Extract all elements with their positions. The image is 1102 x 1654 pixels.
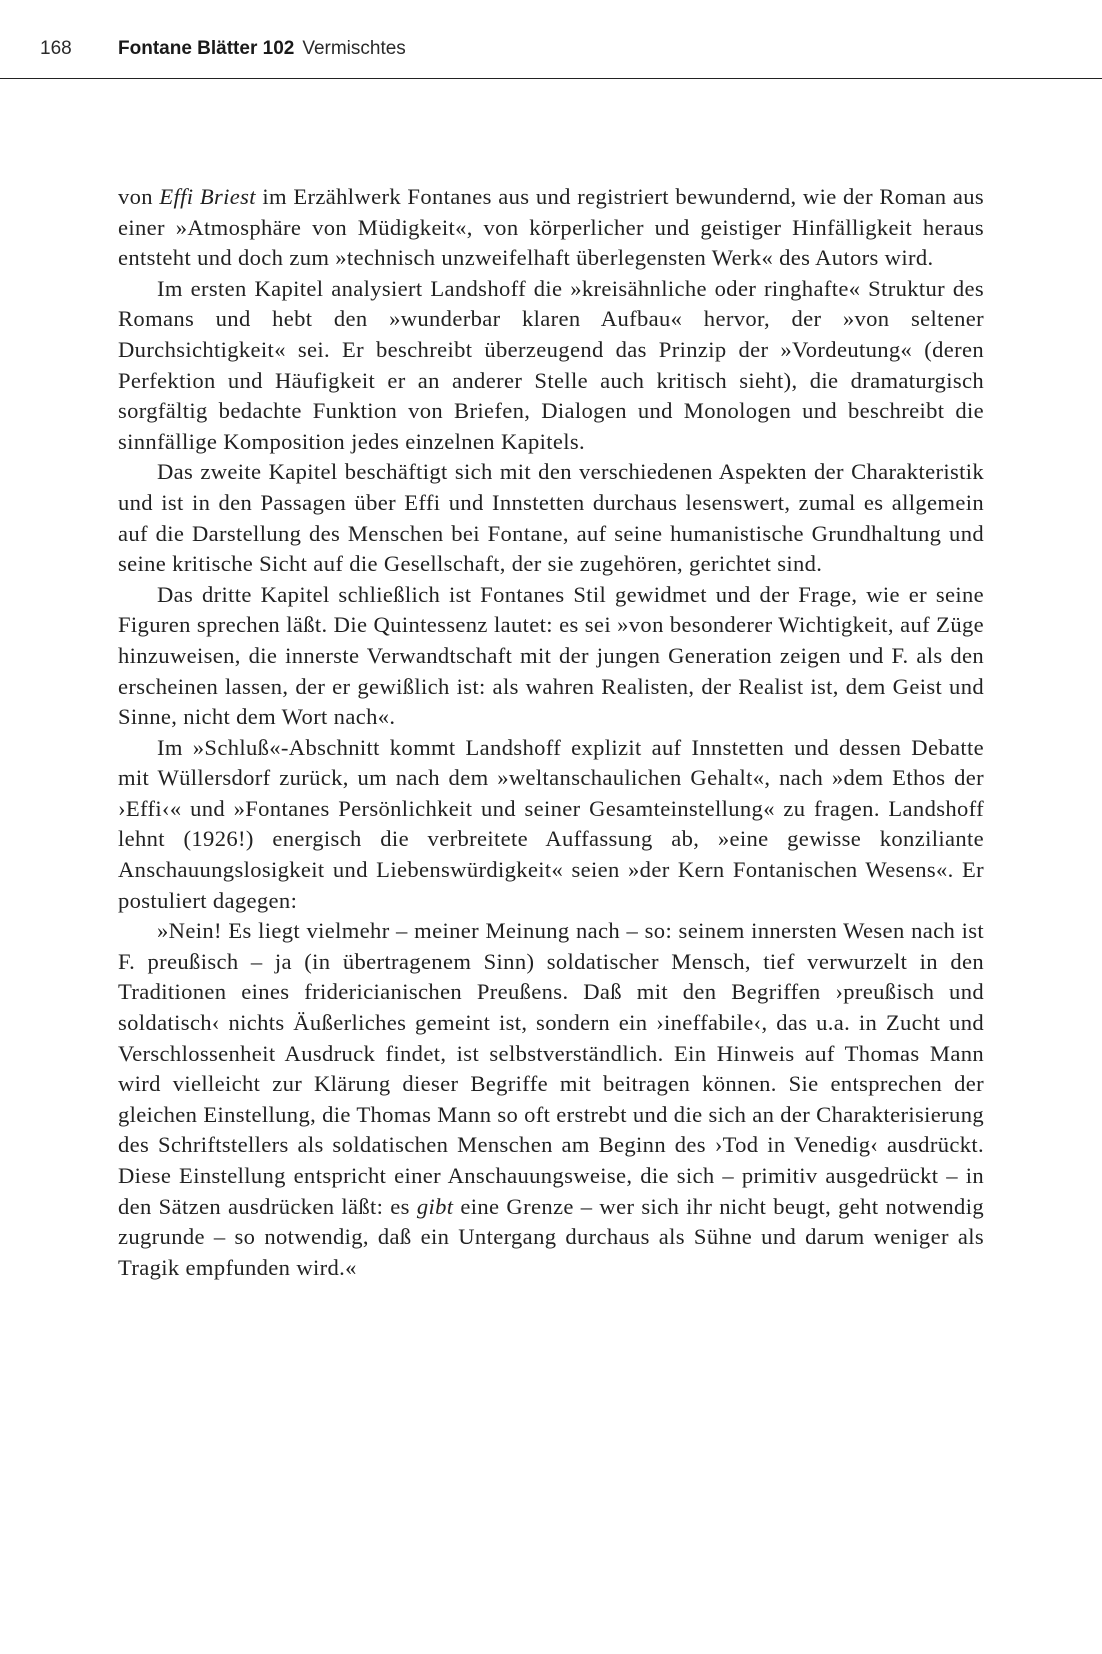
body-text bbox=[118, 182, 984, 1283]
journal-title: Fontane Blätter 102 bbox=[118, 38, 295, 59]
text-run: Im »Schluß«-Abschnitt kommt Landshoff explizit auf Innstetten und dessen Debatte mit Wüllersdorf zurück, um nach dem »weltanschaulichen Gehalt«, nach »dem Ethos der ›Effi‹« und »Fontanes Persönlichkeit und seiner Gesamteinstellung« zu fragen. Landshoff lehnt (1926!) energisch die verbreitete Auffassung ab, »eine gewisse konziliante Anschauungslosigkeit und Liebenswürdigkeit« seien »der Kern Fontanischen Wesens«. Er postuliert dagegen: bbox=[118, 734, 984, 913]
text-run: Das zweite Kapitel beschäftigt sich mit den verschiedenen Aspekten der Charakteristik und ist in den Passagen über Effi und Innstetten durchaus lesenswert, zumal es allgemein auf die Darstellung des Menschen bei Fontane, auf seine humanistische Grundhaltung und seine kritische Sicht auf die Gesellschaft, der sie zugehören, gerichtet sind. bbox=[118, 459, 984, 577]
paragraph bbox=[118, 274, 984, 458]
header-rule bbox=[0, 78, 1102, 79]
paragraph bbox=[118, 580, 984, 733]
page-number: 168 bbox=[40, 38, 72, 59]
paragraph bbox=[118, 182, 984, 274]
text-run: Im ersten Kapitel analysiert Landshoff die »kreisähnliche oder ringhafte« Struktur des Romans und hebt den »wunderbar klaren Aufbau« hervor, der »von seltener Durchsichtigkeit« sei. Er beschreibt überzeugend das Prinzip der »Vordeutung« (deren Perfektion und Häufigkeit er an anderer Stelle auch kritisch sieht), die dramaturgisch sorgfältig bedachte Funktion von Briefen, Dialogen und Monologen und beschreibt die sinnfällige Komposition jedes einzelnen Kapitels. bbox=[118, 275, 984, 454]
text-run: von bbox=[118, 184, 160, 209]
text-run: »Nein! Es liegt vielmehr – meiner Meinung nach – so: seinem innersten Wesen nach ist F. preußisch – ja (in übertragenem Sinn) soldatischer Mensch, tief verwurzelt in den Traditionen eines fridericianischen Preußens. Daß mit den Begriffen ›preußisch und soldatisch‹ nichts Äußerliches gemeint ist, sondern ein ›ineffabile‹, das u.a. in Zucht und Verschlossenheit Ausdruck findet, ist selbstverständlich. Ein Hinweis auf Thomas Mann wird vielleicht zur Klärung dieser Begriffe mit beitragen können. Sie entsprechen der gleichen Einstellung, die Thomas Mann so oft erstrebt und die sich an der Charakterisierung des Schriftstellers als soldatischen Menschen am Beginn des ›Tod in Venedig‹ ausdrückt. Diese Einstellung entspricht einer Anschauungsweise, die sich – primitiv ausgedrückt – in den Sätzen ausdrücken läßt: es bbox=[118, 918, 984, 1219]
paragraph bbox=[118, 916, 984, 1283]
running-head bbox=[40, 36, 406, 62]
text-run: Das dritte Kapitel schließlich ist Fontanes Stil gewidmet und der Frage, wie er seine Figuren sprechen läßt. Die Quintessenz lautet: es sei »von besonderer Wichtigkeit, auf Züge hinzuweisen, die innerste Verwandtschaft mit der jungen Generation zeigen und F. als den erscheinen lassen, der er gewißlich ist: als wahren Realisten, der Realist ist, dem Geist und Sinne, nicht dem Wort nach«. bbox=[118, 581, 984, 730]
section-name: Vermischtes bbox=[302, 38, 406, 59]
italic-text: Effi Briest bbox=[159, 184, 256, 209]
text-run: eine Grenze – wer sich ihr nicht beugt, geht notwendig zugrunde – so notwendig, daß ein Untergang durchaus als Sühne und darum weniger als Tragik empfunden wird.« bbox=[118, 1193, 984, 1280]
text-run: im Erzählwerk Fontanes aus und registriert bewundernd, wie der Roman aus einer »Atmosphäre von Müdigkeit«, von körperlicher und geistiger Hinfälligkeit heraus entsteht und doch zum »technisch unzweifelhaft überlegensten Werk« des Autors wird. bbox=[118, 184, 984, 271]
paragraph bbox=[118, 733, 984, 917]
italic-text: gibt bbox=[416, 1193, 454, 1219]
paragraph bbox=[118, 457, 984, 579]
